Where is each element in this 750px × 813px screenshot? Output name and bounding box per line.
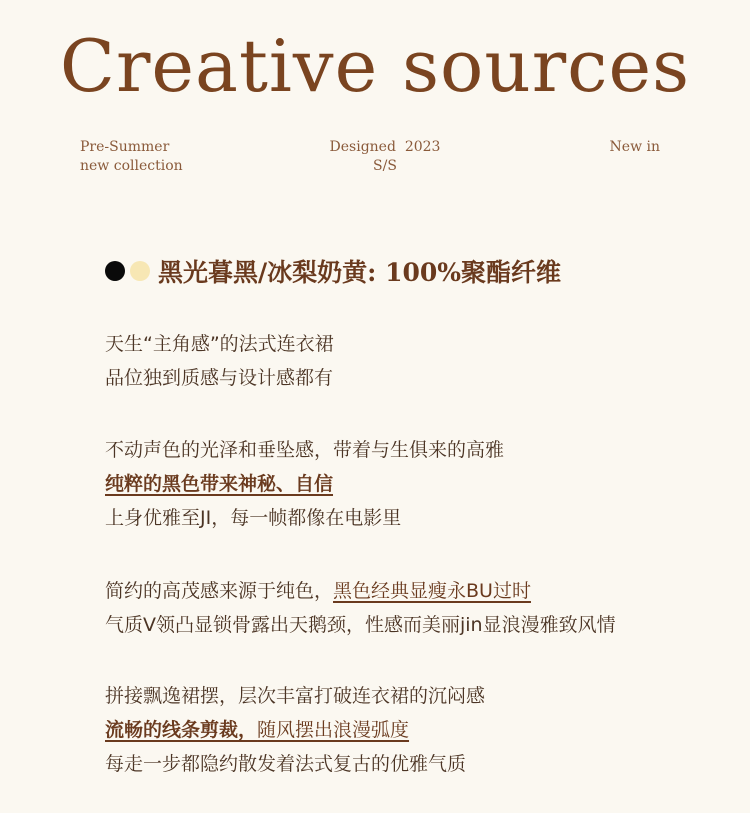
text-line: 天生“主角感”的法式连衣裙 bbox=[105, 333, 334, 355]
text-line-mixed bbox=[105, 713, 685, 747]
text-line: 拼接飘逸裙摆，层次丰富打破连衣裙的沉闷感 bbox=[105, 685, 486, 707]
highlight-text: 纯粹的黑色带来神秘、自信 bbox=[105, 473, 334, 495]
material-heading bbox=[105, 254, 561, 288]
text-segment: 简约的高茂感来源于纯色， bbox=[105, 580, 334, 602]
highlight-text: 流畅的线条剪裁， bbox=[105, 719, 258, 741]
season-label: Pre-Summer new collection bbox=[80, 139, 183, 174]
designed-year-label: Designed 2023 S/S bbox=[329, 139, 441, 174]
text-line-highlight bbox=[105, 467, 685, 501]
paragraph-3 bbox=[105, 574, 685, 642]
black-color-swatch bbox=[105, 261, 125, 281]
text-line: 气质V领凸显锁骨露出天鹅颈，性感而美丽jin显浪漫雅致风情 bbox=[105, 614, 616, 636]
page-title: Creative sources bbox=[59, 24, 691, 108]
text-line: 上身优雅至JI，每一帧都像在电影里 bbox=[105, 507, 402, 529]
material-heading-text: 黑光暮黑/冰梨奶黄: 100%聚酯纤维 bbox=[158, 258, 562, 287]
text-line: 品位独到质感与设计感都有 bbox=[105, 367, 334, 389]
highlight-text: 黑色经典显瘦永BU过时 bbox=[333, 580, 531, 602]
new-in-label: New in bbox=[609, 139, 660, 155]
paragraph-1 bbox=[105, 327, 685, 395]
text-line: 每走一步都隐约散发着法式复古的优雅气质 bbox=[105, 753, 467, 775]
paragraph-2 bbox=[105, 433, 685, 535]
paragraph-4 bbox=[105, 679, 685, 781]
cream-color-swatch bbox=[130, 261, 150, 281]
text-line: 不动声色的光泽和垂坠感，带着与生俱来的高雅 bbox=[105, 439, 505, 461]
highlight-text: 随风摆出浪漫弧度 bbox=[257, 719, 410, 741]
text-line-mixed bbox=[105, 574, 685, 608]
